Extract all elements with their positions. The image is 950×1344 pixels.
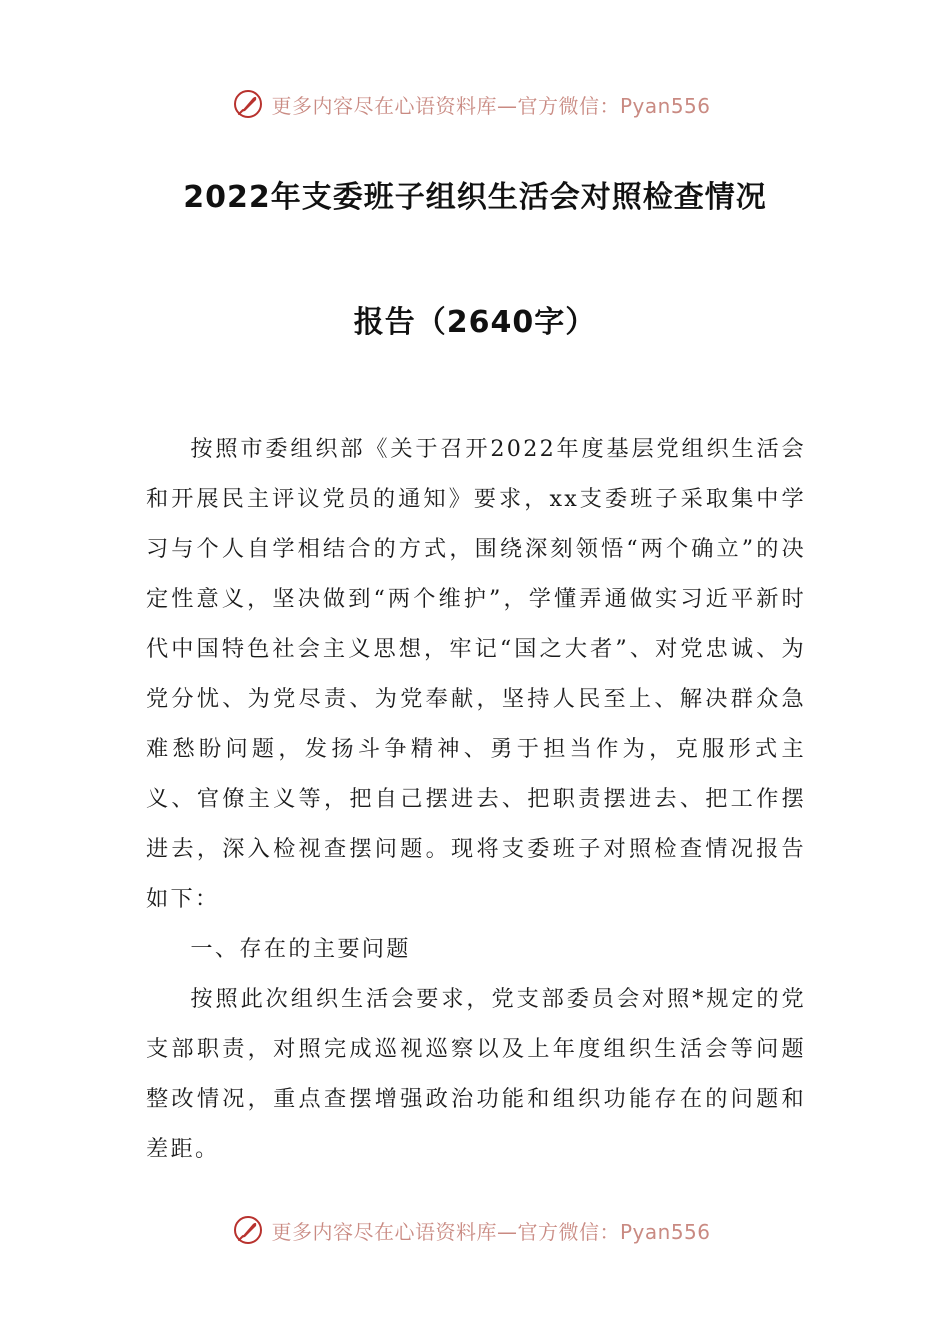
footer-banner: [0, 1208, 950, 1252]
footer-wechat-id: Pyan556: [619, 1219, 711, 1244]
document-title-line-2: 报告（2640字）: [353, 305, 597, 340]
document-title-line-1: 2022年支委班子组织生活会对照检查情况: [183, 180, 767, 215]
body-paragraph-intro: 按照市委组织部《关于召开2022年度基层党组织生活会和开展民主评议党员的通知》要求，xx支委班子采取集中学习与个人自学相结合的方式，围绕深刻领悟“两个确立”的决定性意义，坚决做到“两个维护”，学懂弄通做实习近平新时代中国特色社会主义思想，牢记“国之大者”、对党忠诚、为党分忧、为党尽责、为党奉献，坚持人民至上、解决群众急难愁盼问题，发扬斗争精神、勇于担当作为，克服形式主义、官僚主义等，把自己摆进去、把职责摆进去、把工作摆进去，深入检视查摆问题。现将支委班子对照检查情况报告如下：: [146, 436, 806, 912]
quill-logo-icon: [233, 1215, 263, 1245]
quill-logo-icon: [233, 89, 263, 119]
header-banner-content: [233, 89, 710, 119]
header-banner: [0, 82, 950, 126]
body-paragraph-problems: 按照此次组织生活会要求，党支部委员会对照*规定的党支部职责，对照完成巡视巡察以及上年度组织生活会等问题整改情况，重点查摆增强政治功能和组织功能存在的问题和差距。: [146, 986, 806, 1162]
section-heading-main-problems: 一、存在的主要问题: [190, 936, 411, 962]
header-banner-label: 更多内容尽在心语资料库—官方微信：: [271, 93, 620, 118]
footer-banner-content: [233, 1215, 710, 1245]
header-wechat-id: Pyan556: [619, 93, 711, 118]
document-body: [146, 424, 806, 1174]
footer-banner-label: 更多内容尽在心语资料库—官方微信：: [271, 1219, 620, 1244]
header-banner-text: [271, 90, 710, 119]
footer-banner-text: [271, 1216, 710, 1245]
